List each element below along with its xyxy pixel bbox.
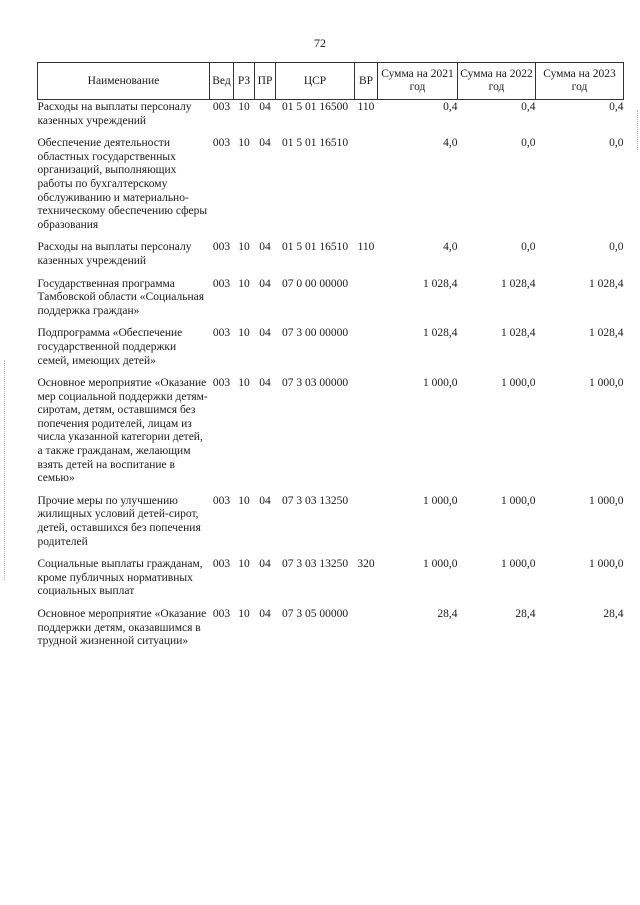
row-csr: 01 5 01 16510 <box>281 241 349 254</box>
row-sum-2021: 1 028,4 <box>423 277 458 290</box>
row-ved: 003 <box>212 558 231 571</box>
row-pr: 04 <box>259 558 271 571</box>
row-name: Обеспечение деятельности областных государственных организаций, выполняющих работы по бухгалтерскому обслуживанию и материально-техническому обеспечению сферы образования <box>37 137 208 231</box>
row-sum-2022: 0,0 <box>521 137 536 150</box>
row-sum-2022: 1 000,0 <box>501 558 536 571</box>
header-pr: ПР <box>255 63 276 100</box>
row-sum-2023: 0,4 <box>609 101 624 113</box>
row-pr: 04 <box>259 377 271 390</box>
row-name: Государственная программа Тамбовской области «Социальная поддержка граждан» <box>37 277 205 317</box>
row-csr: 01 5 01 16500 <box>281 101 349 113</box>
row-csr: 07 0 00 00000 <box>281 277 349 290</box>
row-sum-2023: 1 000,0 <box>589 558 624 571</box>
row-sum-2023: 28,4 <box>603 608 624 620</box>
row-rz: 10 <box>238 327 250 340</box>
row-csr: 07 3 03 13250 <box>281 558 349 571</box>
table-row <box>38 558 624 608</box>
row-sum-2021: 1 000,0 <box>423 377 458 390</box>
row-rz: 10 <box>238 377 250 390</box>
row-sum-2021: 1 000,0 <box>423 558 458 571</box>
row-sum-2022: 0,0 <box>521 241 536 254</box>
row-rz: 10 <box>238 494 250 507</box>
row-name: Подпрограмма «Обеспечение государственной поддержки семей, имеющих детей» <box>37 327 183 367</box>
row-rz: 10 <box>238 101 250 113</box>
page-number: 72 <box>314 36 326 50</box>
row-sum-2022: 1 028,4 <box>501 327 536 340</box>
row-vr: 110 <box>357 101 375 113</box>
row-name: Социальные выплаты гражданам, кроме публичных нормативных социальных выплат <box>37 558 203 598</box>
header-ved: Вед <box>210 63 234 100</box>
budget-table <box>37 62 624 658</box>
header-rz: РЗ <box>234 63 255 100</box>
table-row <box>38 608 624 658</box>
row-name: Основное мероприятие «Оказание поддержки детям, оказавшимся в трудной жизненной ситуации» <box>37 608 207 648</box>
scan-margin-mark <box>4 360 11 580</box>
row-sum-2022: 0,4 <box>521 101 536 113</box>
row-vr <box>355 137 378 241</box>
row-pr: 04 <box>259 608 271 620</box>
row-ved: 003 <box>212 241 231 254</box>
row-sum-2022: 1 000,0 <box>501 494 536 507</box>
table-row <box>38 377 624 495</box>
table-row <box>38 241 624 277</box>
row-ved: 003 <box>212 101 231 113</box>
row-ved: 003 <box>212 608 231 620</box>
row-sum-2021: 4,0 <box>443 241 458 254</box>
row-ved: 003 <box>212 377 231 390</box>
row-csr: 07 3 05 00000 <box>281 608 349 620</box>
row-ved: 003 <box>212 494 231 507</box>
row-sum-2022: 28,4 <box>515 608 536 620</box>
table-row <box>38 495 624 558</box>
row-rz: 10 <box>238 241 250 254</box>
row-rz: 10 <box>238 558 250 571</box>
row-pr: 04 <box>259 101 271 113</box>
row-csr: 07 3 03 13250 <box>281 494 349 507</box>
row-ved: 003 <box>212 137 231 150</box>
row-vr: 110 <box>357 241 375 254</box>
row-sum-2021: 1 000,0 <box>423 494 458 507</box>
table-body <box>38 100 624 658</box>
table-row <box>38 100 624 138</box>
row-pr: 04 <box>259 327 271 340</box>
table-row <box>38 327 624 377</box>
row-name: Расходы на выплаты персоналу казенных учреждений <box>37 241 192 267</box>
row-sum-2023: 1 000,0 <box>589 494 624 507</box>
header-sum-2023: Сумма на 2023 год <box>536 63 624 100</box>
row-rz: 10 <box>238 137 250 150</box>
row-pr: 04 <box>259 241 271 254</box>
row-pr: 04 <box>259 277 271 290</box>
row-rz: 10 <box>238 277 250 290</box>
table-header-row <box>38 63 624 100</box>
table-row <box>38 278 624 328</box>
row-csr: 07 3 03 00000 <box>281 377 349 390</box>
row-name: Прочие меры по улучшению жилищных условий детей-сирот, детей, оставшихся без попечения родителей <box>37 494 201 548</box>
row-ved: 003 <box>212 277 231 290</box>
row-ved: 003 <box>212 327 231 340</box>
row-vr <box>355 278 378 328</box>
row-csr: 07 3 00 00000 <box>281 327 349 340</box>
header-sum-2021: Сумма на 2021 год <box>378 63 458 100</box>
table-row <box>38 137 624 241</box>
row-sum-2022: 1 028,4 <box>501 277 536 290</box>
row-sum-2023: 1 000,0 <box>589 377 624 390</box>
row-name: Основное мероприятие «Оказание мер социальной поддержки детям-сиротам, детям, оставшимся без попечения родителей, лицам из числа указанной категории детей, а также гражданам, желающим взять детей на воспитание в семью» <box>37 377 208 485</box>
row-sum-2023: 0,0 <box>609 137 624 150</box>
row-vr <box>355 377 378 495</box>
header-csr: ЦСР <box>276 63 355 100</box>
row-vr <box>355 327 378 377</box>
header-name: Наименование <box>38 63 210 100</box>
row-vr <box>355 608 378 658</box>
header-sum-2022: Сумма на 2022 год <box>458 63 536 100</box>
row-vr <box>355 495 378 558</box>
row-sum-2023: 1 028,4 <box>589 277 624 290</box>
row-pr: 04 <box>259 494 271 507</box>
row-sum-2021: 1 028,4 <box>423 327 458 340</box>
row-name: Расходы на выплаты персоналу казенных учреждений <box>37 101 192 127</box>
row-sum-2021: 4,0 <box>443 137 458 150</box>
row-csr: 01 5 01 16510 <box>281 137 349 150</box>
row-pr: 04 <box>259 137 271 150</box>
scan-margin-mark-right <box>634 110 638 150</box>
row-sum-2023: 0,0 <box>609 241 624 254</box>
row-vr: 320 <box>357 558 375 571</box>
row-sum-2021: 28,4 <box>437 608 458 620</box>
row-sum-2021: 0,4 <box>443 101 458 113</box>
row-rz: 10 <box>238 608 250 620</box>
row-sum-2022: 1 000,0 <box>501 377 536 390</box>
header-vr: ВР <box>355 63 378 100</box>
row-sum-2023: 1 028,4 <box>589 327 624 340</box>
